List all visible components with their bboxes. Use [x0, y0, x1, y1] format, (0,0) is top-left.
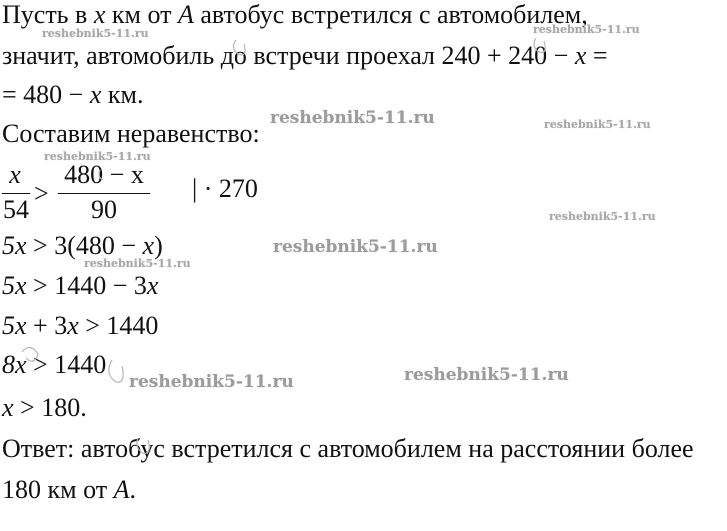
text-segment: > 1440 [78, 311, 159, 340]
watermark-large: reshebnik5-11.ru [270, 108, 435, 128]
text-line-1 [2, 0, 588, 30]
step-5 [2, 393, 87, 423]
fraction-right-bar [58, 193, 150, 194]
variable-x: x [146, 271, 159, 300]
text-segment: > 1440 − 3 [26, 271, 147, 300]
step-4 [2, 350, 106, 380]
watermark-large: reshebnik5-11.ru [273, 237, 438, 257]
text-segment: 180 км от [2, 475, 114, 504]
point-a: A [113, 475, 130, 504]
term: 5x [2, 311, 27, 340]
fraction-left-denominator: 54 [3, 195, 29, 224]
text-segment: Составим неравенство: [2, 119, 260, 148]
step-3 [2, 311, 158, 341]
variable-x: x [89, 80, 102, 109]
text-segment: км от [105, 0, 178, 29]
variable-x: x [574, 41, 587, 70]
fraction-right-numerator-text: 480 − x [64, 160, 144, 189]
text-line-2 [2, 41, 608, 71]
text-segment: Ответ: автобус встретился с автомобилем на расстоянии более [2, 434, 694, 463]
answer-line-2 [2, 475, 136, 505]
watermark-large: reshebnik5-11.ru [404, 365, 569, 385]
watermark-small: reshebnik5-11.ru [544, 118, 651, 131]
term: 5x [2, 231, 27, 260]
text-segment: = [586, 41, 608, 70]
watermark-small: reshebnik5-11.ru [42, 27, 149, 40]
watermark-small: reshebnik5-11.ru [44, 150, 151, 163]
watermark-small: reshebnik5-11.ru [84, 257, 191, 270]
variable-x: x [67, 311, 79, 340]
fraction-left-numerator: x [9, 160, 21, 189]
text-segment: Пусть в [2, 0, 94, 29]
watermark-small: reshebnik5-11.ru [549, 210, 656, 223]
text-line-4 [2, 119, 260, 149]
scribble-mark [109, 360, 123, 382]
term: 8x [2, 350, 27, 379]
text-segment: > 1440 [26, 350, 107, 379]
text-line-3 [2, 80, 143, 110]
answer-line-1 [2, 434, 694, 464]
multiplier-note: | · 270 [192, 174, 258, 203]
variable-x: x [93, 0, 106, 29]
text-segment: + 3 [26, 311, 68, 340]
watermark-large: reshebnik5-11.ru [129, 372, 294, 392]
text-segment: > 3(480 − [26, 231, 143, 260]
text-segment: значит, автомобиль до встречи проехал 240 + 240 − [2, 41, 575, 70]
text-segment: . [129, 475, 136, 504]
fraction-right-denominator: 90 [91, 195, 117, 224]
text-segment: = 480 − [2, 80, 90, 109]
variable-x: x [142, 231, 155, 260]
point-a: A [177, 0, 194, 29]
text-segment: ) [154, 231, 163, 260]
step-2 [2, 271, 158, 301]
fraction-right-numerator [56, 160, 152, 190]
text-segment: > 180. [13, 393, 87, 422]
watermark-small: reshebnik5-11.ru [533, 23, 640, 36]
greater-than-sign: > [34, 179, 49, 208]
fraction-left-bar [2, 193, 30, 194]
text-segment: автобус встретился с автомобилем, [193, 0, 588, 29]
term: 5x [2, 271, 27, 300]
variable-x: x [2, 393, 14, 422]
text-segment: км. [101, 80, 144, 109]
